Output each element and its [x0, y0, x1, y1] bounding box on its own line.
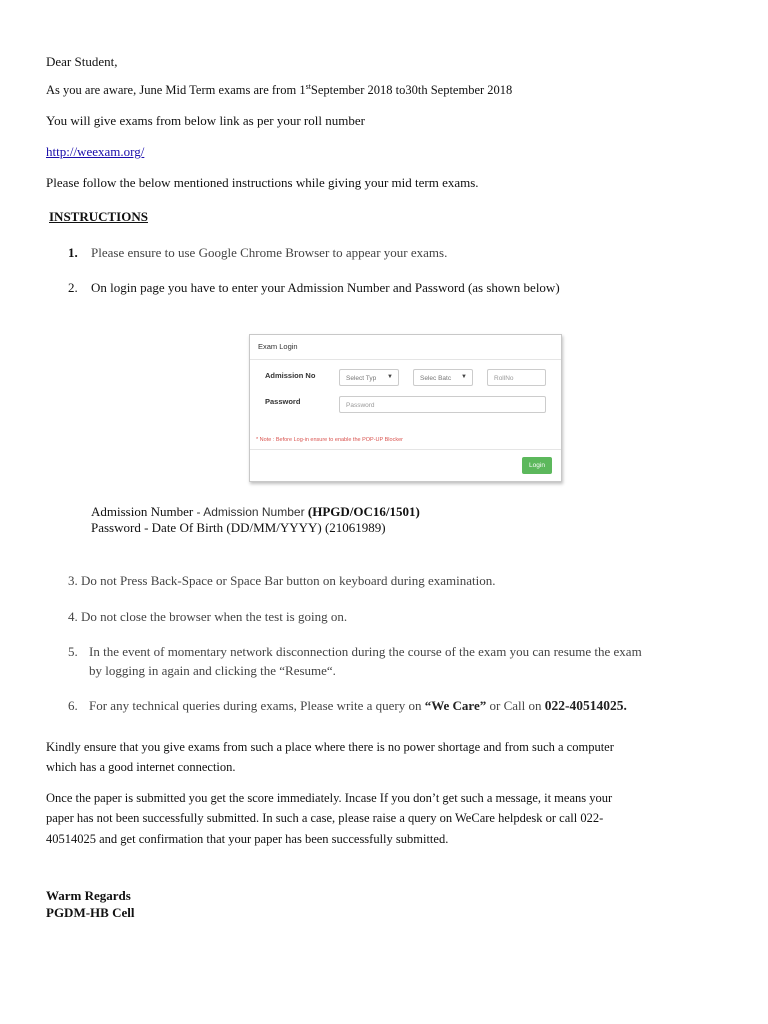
login-footer-divider [250, 449, 561, 450]
salutation: Dear Student, [46, 54, 118, 69]
instruction-3 [68, 572, 495, 589]
chevron-down-icon: ▼ [461, 374, 467, 380]
select-type-dropdown[interactable] [339, 369, 399, 386]
select-batch-value: Selec Batc [420, 375, 452, 382]
select-batch-dropdown[interactable] [413, 369, 473, 386]
power-shortage-line-1: Kindly ensure that you give exams from such a place where there is no power shortage and from such a computer [46, 740, 614, 754]
sender-name: PGDM-HB Cell [46, 905, 135, 920]
instruction-1-text: Please ensure to use Google Chrome Browser to appear your exams. [91, 245, 448, 260]
instruction-2-text: On login page you have to enter your Admission Number and Password (as shown below) [91, 280, 560, 295]
instruction-5-text-cont: by logging in again and clicking the “Resume“. [89, 663, 336, 678]
helpline-number: 022-40514025. [544, 698, 627, 713]
instruction-4-number: 4. [68, 609, 78, 624]
exam-login-screenshot [249, 334, 562, 482]
instruction-3-number: 3. [68, 573, 78, 588]
password-label: Password [265, 397, 301, 406]
instruction-6-text [89, 697, 627, 714]
warm-regards: Warm Regards [46, 888, 131, 903]
roll-number-line: You will give exams from below link as per your roll number [46, 113, 365, 128]
login-title: Exam Login [258, 342, 298, 351]
select-type-value: Select Typ [346, 375, 377, 382]
submission-line-1: Once the paper is submitted you get the score immediately. Incase If you don’t get such a message, it means your [46, 791, 613, 805]
instruction-5-text: In the event of momentary network disconnection during the course of the exam you can resume the exam [89, 644, 642, 659]
instruction-6-number: 6. [68, 698, 78, 713]
login-header [250, 335, 561, 360]
password-format-line: Password - Date Of Birth (DD/MM/YYYY) (21061989) [91, 520, 386, 535]
exam-dates-part-b: September 2018 to30th September 2018 [310, 83, 513, 97]
follow-instructions-line: Please follow the below mentioned instructions while giving your mid term exams. [46, 175, 479, 190]
exam-link[interactable]: http://weexam.org/ [46, 144, 145, 159]
admission-number-example: (HPGD/OC16/1501) [307, 504, 420, 519]
login-button[interactable]: Login [522, 457, 552, 474]
exam-dates-line [46, 82, 512, 99]
admission-number-label: Admission Number [91, 504, 194, 519]
admission-number-desc: - Admission Number [193, 505, 308, 519]
power-shortage-line-2: which has a good internet connection. [46, 760, 236, 774]
password-input[interactable]: Password [339, 396, 546, 413]
instruction-4 [68, 608, 347, 625]
exam-dates-part-a: As you are aware, June Mid Term exams are from 1 [46, 83, 306, 97]
chevron-down-icon: ▼ [387, 374, 393, 380]
rollno-input[interactable]: RollNo [487, 369, 546, 386]
instruction-1-number: 1. [68, 245, 78, 260]
exam-dates-superscript: st [305, 81, 311, 91]
instruction-5-number: 5. [68, 644, 78, 659]
instruction-6-part-a: For any technical queries during exams, Please write a query on [89, 698, 425, 713]
we-care-label: “We Care” [424, 698, 487, 713]
submission-line-2: paper has not been successfully submitted. In such a case, please raise a query on WeCare helpdesk or call 022- [46, 811, 604, 825]
admission-label: Admission No [265, 371, 316, 380]
instructions-heading: INSTRUCTIONS [49, 209, 148, 224]
instruction-4-text: Do not close the browser when the test is going on. [81, 609, 348, 624]
instruction-6-part-b: or Call on [486, 698, 545, 713]
instruction-3-text: Do not Press Back-Space or Space Bar button on keyboard during examination. [81, 573, 496, 588]
submission-line-3: 40514025 and get confirmation that your paper has been successfully submitted. [46, 832, 449, 846]
popup-blocker-note: * Note : Before Log-in ensure to enable the POP-UP Blocker [256, 437, 403, 443]
instruction-2-number: 2. [68, 280, 78, 295]
